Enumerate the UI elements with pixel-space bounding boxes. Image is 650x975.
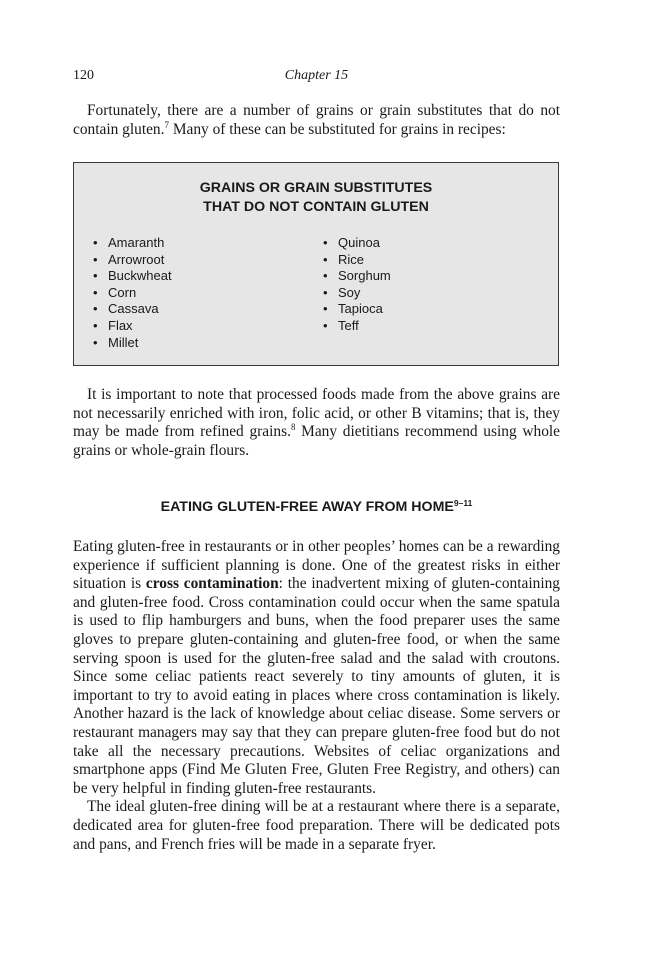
gluten-free-grains-box xyxy=(73,162,559,366)
grain-item: • Quinoa xyxy=(320,235,391,252)
sidebar-title-line1: GRAINS OR GRAIN SUBSTITUTES xyxy=(199,180,433,196)
grain-item: • Amaranth xyxy=(90,235,172,252)
grain-item: • Tapioca xyxy=(320,301,391,318)
chapter-label: Chapter 15 xyxy=(284,68,349,83)
grain-item: • Buckwheat xyxy=(90,268,172,285)
running-head xyxy=(73,68,560,88)
grain-list-right xyxy=(320,235,391,335)
page-number: 120 xyxy=(73,68,94,83)
grain-item: • Arrowroot xyxy=(90,252,172,269)
grain-item: • Millet xyxy=(90,335,172,352)
cross-contamination-paragraph xyxy=(73,538,560,798)
reference-8: 8 xyxy=(290,422,296,433)
grain-item: • Teff xyxy=(320,318,391,335)
paragraph-text-cont: : the inadvertent mixing of gluten-containing and gluten-free food. Cross contamination could occur when the same spatula is used to flip hamburgers and buns, when the food preparer uses the same gloves to prepare gluten-containing and gluten-free food, or when the same serving spoon is used for the gluten-free salad and the salad with croutons. Since some celiac patients react severely to tiny amounts of gluten, it is important to try to avoid eating in places where cross contamination is likely. Another hazard is the lack of knowledge about celiac disease. Some servers or restaurant managers may say that they can prepare gluten-free food but do not take all the necessary precautions. Websites of celiac organizations and smartphone apps (Find Me Gluten Free, Gluten Free Registry, and others) can be very helpful in finding gluten-free restaurants. xyxy=(73,575,560,797)
enrichment-text: It is important to note that processed foods made from the above grains are not necessarily enriched with iron, folic acid, or other B vitamins; that is, they may be made from refined grains. xyxy=(73,386,560,441)
enrichment-paragraph xyxy=(73,386,560,460)
intro-text-cont: Many of these can be substituted for grains in recipes: xyxy=(168,120,506,138)
paragraph-text: Eating gluten-free in restaurants or in other peoples’ homes can be a rewarding experience if sufficient planning is done. One of the greatest risks in either situation is xyxy=(73,538,560,593)
grain-item: • Sorghum xyxy=(320,268,391,285)
dining-paragraph: The ideal gluten-free dining will be at a restaurant where there is a separate, dedicated area for gluten-free food preparation. There will be dedicated pots and pans, and French fries will be made in a separate fryer. xyxy=(73,798,560,853)
intro-text: Fortunately, there are a number of grains or grain substitutes that do not contain gluten. xyxy=(73,102,560,138)
grain-item: • Soy xyxy=(320,285,391,302)
enrichment-text-cont: Many dietitians recommend using whole grains or whole-grain flours. xyxy=(73,423,560,459)
section-heading xyxy=(73,499,560,515)
grain-item: • Corn xyxy=(90,285,172,302)
grain-item: • Cassava xyxy=(90,301,172,318)
intro-paragraph xyxy=(73,102,560,139)
grain-item: • Flax xyxy=(90,318,172,335)
section-heading-reference: 9–11 xyxy=(453,498,473,508)
key-term: cross contamination xyxy=(145,575,279,593)
sidebar-title-line2: THAT DO NOT CONTAIN GLUTEN xyxy=(203,199,429,215)
sidebar-title xyxy=(74,179,558,217)
section-body xyxy=(73,538,560,854)
grain-item: • Rice xyxy=(320,252,391,269)
grain-list-left xyxy=(90,235,172,351)
reference-7: 7 xyxy=(164,119,169,130)
section-heading-text: EATING GLUTEN-FREE AWAY FROM HOME xyxy=(160,499,454,515)
